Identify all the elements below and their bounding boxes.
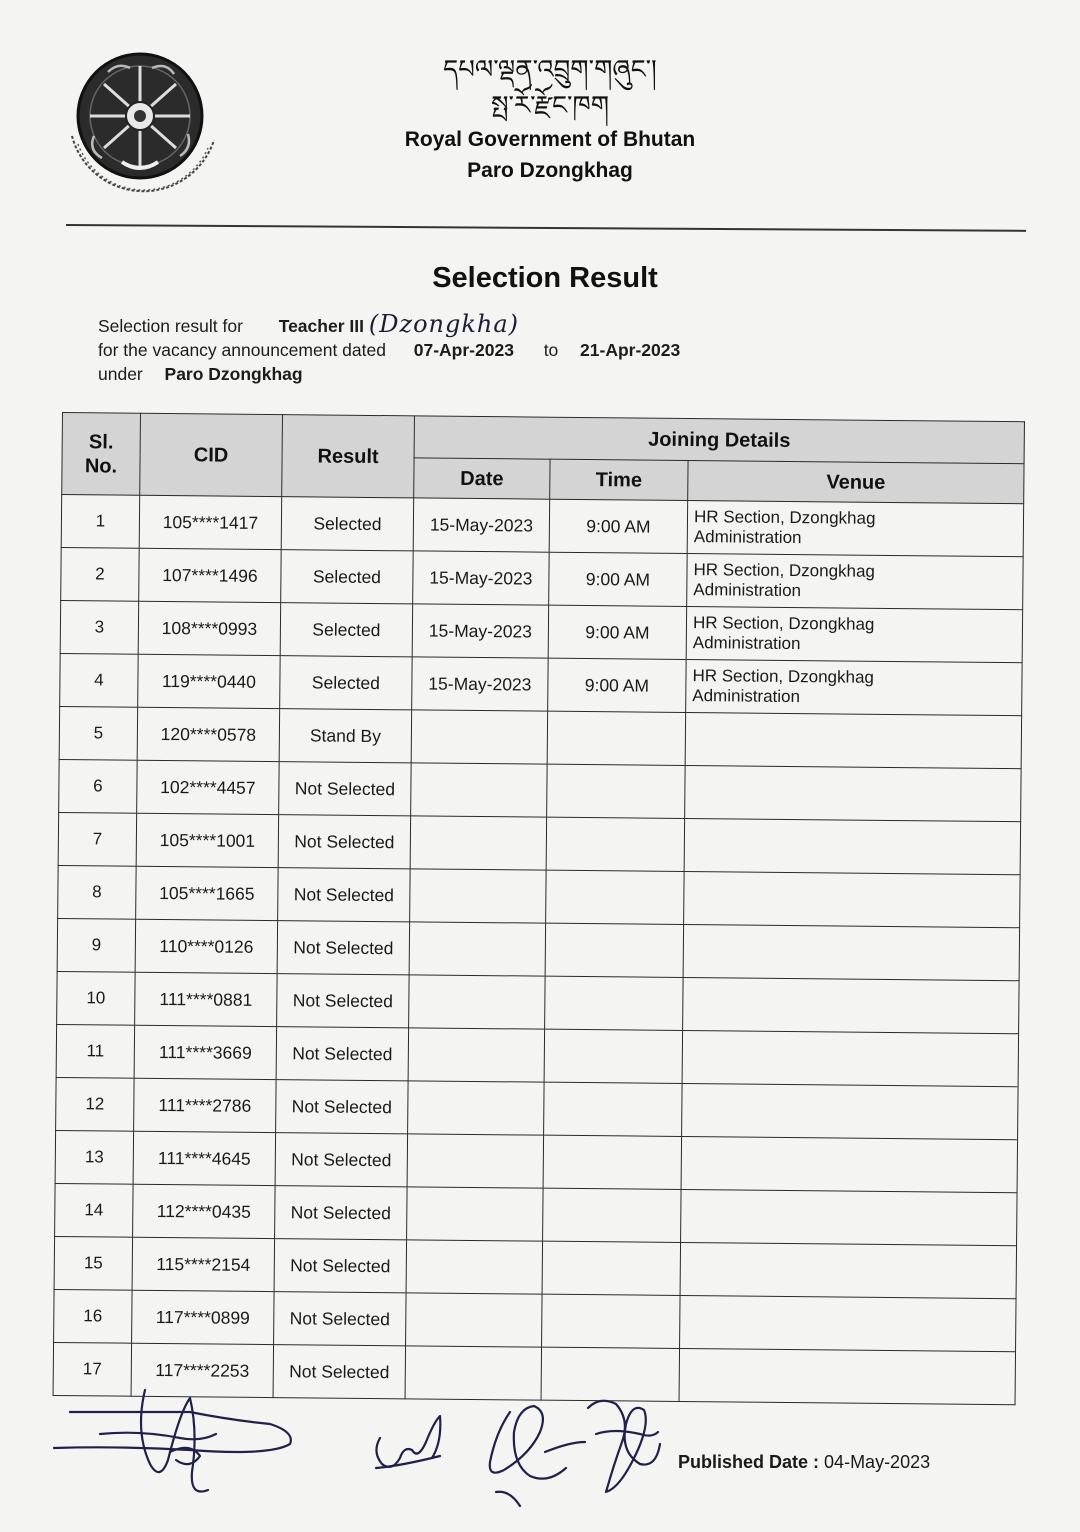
cell-result: Not Selected: [279, 762, 412, 816]
signature-1: [54, 1390, 291, 1492]
table-row: [58, 865, 1020, 927]
cell-cid: 120****0578: [137, 707, 280, 761]
cell-date: 15-May-2023: [412, 604, 549, 658]
handwritten-note: (Dzongkha): [368, 310, 520, 338]
cell-venue: [681, 1189, 1017, 1245]
header-sl-line-2: No.: [84, 454, 118, 478]
cell-result: Stand By: [279, 709, 412, 763]
venue-line-2: [686, 1375, 1011, 1378]
cell-venue: [681, 1136, 1017, 1192]
agency-name: Paro Dzongkhag: [164, 364, 303, 384]
cell-venue: [687, 554, 1023, 610]
cell-sl: 9: [57, 918, 136, 972]
intro-label-to: to: [543, 340, 559, 360]
table-row: [58, 812, 1020, 874]
cell-date: [407, 1134, 544, 1188]
cell-result: Not Selected: [278, 815, 411, 869]
header-cid: CID: [140, 413, 283, 496]
tibetan-title-line-2: སྤ་རོ་རྫོང་ཁག: [490, 91, 610, 121]
cell-date: [408, 1028, 545, 1082]
cell-result: Not Selected: [278, 868, 411, 922]
cell-sl: 6: [59, 759, 138, 813]
cell-sl: 16: [54, 1289, 133, 1343]
cell-time: [542, 1241, 681, 1295]
cell-cid: 105****1665: [136, 866, 279, 920]
vacancy-date-to: 21-Apr-2023: [580, 340, 681, 360]
dzongkhag-name: Paro Dzongkhag: [467, 159, 633, 182]
cell-time: [542, 1294, 681, 1348]
cell-cid: 111****3669: [134, 1025, 277, 1079]
cell-cid: 115****2154: [132, 1237, 275, 1291]
intro-label-under: under: [98, 364, 143, 384]
cell-sl: 2: [61, 547, 140, 601]
venue-line-1: HR Section, Dzongkhag: [692, 666, 875, 687]
position-name: Teacher III: [278, 316, 364, 336]
cell-venue: [685, 765, 1021, 821]
intro-label-vacancy: for the vacancy announcement dated: [98, 340, 386, 360]
cell-sl: 11: [56, 1024, 135, 1078]
cell-sl: 8: [58, 865, 137, 919]
table-row: [61, 547, 1023, 609]
cell-venue: [680, 1295, 1016, 1351]
venue-line-1: [689, 1057, 1014, 1060]
cell-date: [411, 763, 548, 817]
table-row: [54, 1289, 1016, 1351]
cell-result: Not Selected: [276, 1027, 409, 1081]
cell-cid: 111****2786: [134, 1078, 277, 1132]
cell-result: Not Selected: [273, 1345, 406, 1399]
table-row: [55, 1130, 1017, 1192]
cell-time: 9:00 AM: [549, 499, 688, 553]
venue-line-2: [688, 1163, 1013, 1166]
venue-line-1: HR Section, Dzongkhag: [693, 560, 876, 581]
venue-line-1: [690, 898, 1015, 901]
cell-time: [547, 764, 686, 818]
cell-sl: 17: [53, 1342, 132, 1396]
cell-time: [543, 1135, 682, 1189]
venue-line-2: [691, 792, 1016, 795]
cell-time: [544, 1029, 683, 1083]
cell-result: Not Selected: [274, 1239, 407, 1293]
cell-sl: 3: [60, 600, 139, 654]
cell-result: Selected: [280, 603, 413, 657]
cell-venue: [679, 1348, 1015, 1404]
signature-2: [376, 1416, 440, 1468]
cell-sl: 12: [56, 1077, 135, 1131]
cell-venue: [683, 977, 1019, 1033]
cell-date: [408, 1081, 545, 1135]
venue-line-2: Administration: [692, 686, 801, 707]
cell-sl: 15: [54, 1236, 133, 1290]
cell-result: Not Selected: [276, 1080, 409, 1134]
table-row: [57, 971, 1019, 1033]
cell-cid: 117****2253: [131, 1343, 274, 1397]
table-row: [55, 1183, 1017, 1245]
cell-time: [546, 817, 685, 871]
venue-line-2: Administration: [692, 633, 801, 654]
venue-line-1: [688, 1163, 1013, 1166]
intro-line-agency: [98, 364, 303, 385]
venue-line-2: [690, 898, 1015, 901]
cell-venue: [685, 713, 1021, 769]
vacancy-date-from: 07-Apr-2023: [413, 340, 514, 360]
cell-time: [546, 870, 685, 924]
cell-venue: [686, 607, 1022, 663]
header-sl-no: [62, 413, 141, 496]
venue-line-1: [687, 1216, 1012, 1219]
cell-time: [545, 923, 684, 977]
cell-date: [407, 1187, 544, 1241]
cell-result: Not Selected: [275, 1186, 408, 1240]
cell-time: 9:00 AM: [549, 552, 688, 606]
venue-line-2: Administration: [693, 580, 802, 601]
venue-line-2: [688, 1110, 1013, 1113]
published-date: [678, 1452, 930, 1473]
cell-date: [411, 710, 548, 764]
venue-line-1: [688, 1110, 1013, 1113]
page-title: Selection Result: [432, 262, 658, 294]
cell-date: [409, 975, 546, 1029]
cell-cid: 110****0126: [135, 919, 278, 973]
cell-sl: 14: [55, 1183, 134, 1237]
venue-line-1: [691, 792, 1016, 795]
header-divider: [66, 224, 1026, 232]
cell-venue: [680, 1242, 1016, 1298]
cell-cid: 107****1496: [139, 548, 282, 602]
header-joining-details: Joining Details: [414, 416, 1024, 464]
venue-line-2: [689, 1004, 1014, 1007]
selection-result-table: [53, 412, 1025, 1405]
cell-venue: [684, 871, 1020, 927]
venue-line-1: [689, 1004, 1014, 1007]
table-row: [60, 653, 1022, 715]
table-header-row: [62, 413, 1024, 464]
table-row: [60, 600, 1022, 662]
venue-line-2: [691, 845, 1016, 848]
cell-result: Selected: [281, 497, 414, 551]
table-row: [56, 1077, 1018, 1139]
venue-line-1: [691, 845, 1016, 848]
cell-cid: 105****1001: [136, 813, 279, 867]
table-row: [61, 495, 1023, 557]
cell-date: [410, 816, 547, 870]
venue-line-1: [687, 1269, 1012, 1272]
venue-line-2: [687, 1269, 1012, 1272]
cell-venue: [682, 1083, 1018, 1139]
intro-line-position: [98, 310, 519, 338]
table-row: [59, 759, 1021, 821]
cell-sl: 5: [59, 706, 138, 760]
venue-line-1: HR Section, Dzongkhag: [693, 507, 876, 528]
cell-time: 9:00 AM: [548, 605, 687, 659]
cell-date: 15-May-2023: [413, 498, 550, 552]
cell-cid: 105****1417: [139, 495, 282, 549]
cell-venue: [687, 501, 1023, 557]
cell-venue: [682, 1030, 1018, 1086]
cell-date: 15-May-2023: [412, 657, 549, 711]
cell-time: [545, 976, 684, 1030]
cell-date: 15-May-2023: [413, 551, 550, 605]
header-sl-line-1: Sl.: [88, 430, 114, 453]
cell-sl: 10: [57, 971, 136, 1025]
cell-date: [409, 922, 546, 976]
header-venue: Venue: [688, 461, 1024, 504]
venue-line-2: [690, 951, 1015, 954]
header-date: Date: [414, 458, 550, 499]
published-date-value: 04-May-2023: [824, 1452, 931, 1472]
table-row: [54, 1236, 1016, 1298]
cell-result: Not Selected: [277, 921, 410, 975]
cell-sl: 7: [58, 812, 137, 866]
header-result: Result: [282, 415, 415, 498]
cell-sl: 4: [60, 653, 139, 707]
venue-line-2: [689, 1057, 1014, 1060]
cell-cid: 111****4645: [133, 1131, 276, 1185]
royal-emblem-icon: [64, 44, 228, 208]
venue-line-1: [692, 739, 1017, 742]
letterhead: [340, 52, 760, 186]
cell-cid: 102****4457: [137, 760, 280, 814]
venue-line-1: [686, 1375, 1011, 1378]
cell-cid: 117****0899: [132, 1290, 275, 1344]
signatures: [40, 1372, 680, 1522]
cell-result: Selected: [281, 550, 414, 604]
venue-line-2: [686, 1322, 1011, 1325]
venue-line-2: [687, 1216, 1012, 1219]
cell-time: 9:00 AM: [548, 658, 687, 712]
cell-time: [544, 1082, 683, 1136]
intro-line-vacancy: [98, 340, 680, 361]
signature-4: [588, 1401, 660, 1492]
cell-time: [547, 711, 686, 765]
signature-3: [490, 1406, 585, 1506]
tibetan-title-line-1: དཔལ་ལྡན་འབྲུག་གཞུང་།: [443, 55, 657, 85]
cell-result: Selected: [280, 656, 413, 710]
cell-date: [410, 869, 547, 923]
cell-date: [406, 1293, 543, 1347]
venue-line-1: [686, 1322, 1011, 1325]
published-label: Published Date :: [678, 1452, 820, 1472]
header-time: Time: [550, 459, 688, 500]
venue-line-1: HR Section, Dzongkhag: [692, 613, 875, 634]
cell-cid: 112****0435: [133, 1184, 276, 1238]
cell-date: [406, 1240, 543, 1294]
cell-cid: 111****0881: [135, 972, 278, 1026]
cell-cid: 108****0993: [138, 601, 281, 655]
cell-venue: [683, 924, 1019, 980]
cell-result: Not Selected: [277, 974, 410, 1028]
cell-result: Not Selected: [274, 1292, 407, 1346]
intro-label-for: Selection result for: [98, 316, 243, 336]
venue-line-2: [692, 739, 1017, 742]
cell-sl: 13: [55, 1130, 134, 1184]
cell-result: Not Selected: [275, 1133, 408, 1187]
venue-line-2: Administration: [693, 527, 802, 548]
table-row: [57, 918, 1019, 980]
table-row: [56, 1024, 1018, 1086]
cell-venue: [684, 818, 1020, 874]
cell-time: [543, 1188, 682, 1242]
cell-sl: 1: [61, 495, 140, 549]
organization-name: Royal Government of Bhutan: [404, 128, 696, 151]
cell-venue: [686, 660, 1022, 716]
cell-cid: 119****0440: [138, 654, 281, 708]
table-row: [59, 706, 1021, 768]
venue-line-1: [690, 951, 1015, 954]
